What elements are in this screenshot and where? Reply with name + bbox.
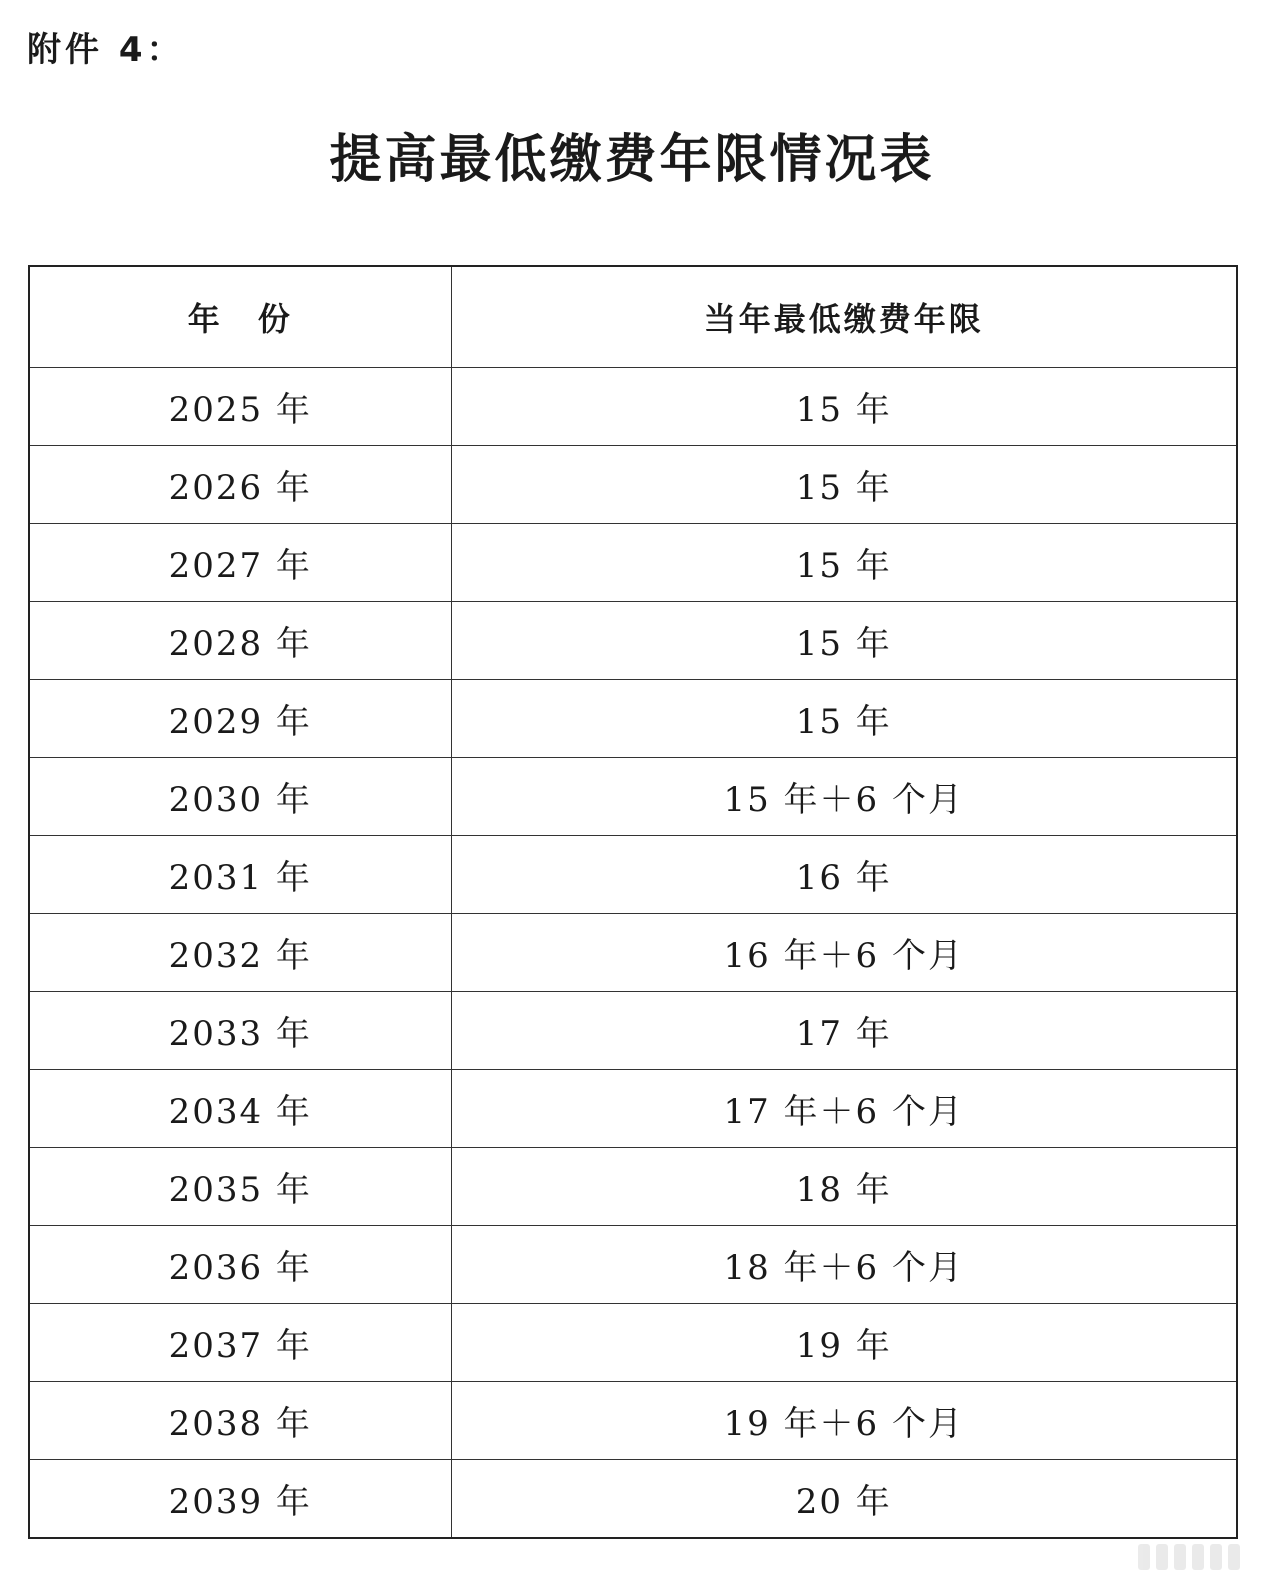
cell-min-years: 15 年	[451, 602, 1237, 680]
table-row	[29, 524, 1237, 602]
cell-min-years: 17 年	[451, 992, 1237, 1070]
cell-year: 2025 年	[29, 368, 451, 446]
table-row	[29, 1382, 1237, 1460]
table-row	[29, 1148, 1237, 1226]
cell-year: 2031 年	[29, 836, 451, 914]
cell-min-years: 16 年＋6 个月	[451, 914, 1237, 992]
cell-min-years: 17 年＋6 个月	[451, 1070, 1237, 1148]
cell-min-years: 19 年＋6 个月	[451, 1382, 1237, 1460]
cell-min-years: 15 年	[451, 680, 1237, 758]
header-year: 年 份	[29, 266, 451, 368]
cell-min-years: 15 年	[451, 368, 1237, 446]
cell-year: 2038 年	[29, 1382, 451, 1460]
cell-min-years: 15 年	[451, 446, 1237, 524]
cell-year: 2026 年	[29, 446, 451, 524]
contribution-years-table	[28, 265, 1238, 1539]
cell-year: 2037 年	[29, 1304, 451, 1382]
table-row	[29, 1304, 1237, 1382]
cell-year: 2033 年	[29, 992, 451, 1070]
cell-year: 2029 年	[29, 680, 451, 758]
cell-min-years: 18 年＋6 个月	[451, 1226, 1237, 1304]
cell-year: 2027 年	[29, 524, 451, 602]
cell-min-years: 15 年＋6 个月	[451, 758, 1237, 836]
cell-min-years: 18 年	[451, 1148, 1237, 1226]
table-row	[29, 758, 1237, 836]
cell-year: 2032 年	[29, 914, 451, 992]
table-row	[29, 368, 1237, 446]
cell-year: 2034 年	[29, 1070, 451, 1148]
table-row	[29, 1460, 1237, 1539]
table-row	[29, 1070, 1237, 1148]
table-row	[29, 446, 1237, 524]
cell-min-years: 20 年	[451, 1460, 1237, 1539]
cell-year: 2036 年	[29, 1226, 451, 1304]
header-min-years: 当年最低缴费年限	[451, 266, 1237, 368]
attachment-label: 附件 4：	[27, 30, 185, 70]
cell-min-years: 15 年	[451, 524, 1237, 602]
table-row	[29, 602, 1237, 680]
page-title: 提高最低缴费年限情况表	[329, 129, 935, 190]
cell-year: 2035 年	[29, 1148, 451, 1226]
table-row	[29, 992, 1237, 1070]
cell-min-years: 19 年	[451, 1304, 1237, 1382]
table-row	[29, 680, 1237, 758]
cell-min-years: 16 年	[451, 836, 1237, 914]
cell-year: 2028 年	[29, 602, 451, 680]
table-row	[29, 1226, 1237, 1304]
cell-year: 2039 年	[29, 1460, 451, 1539]
table-row	[29, 836, 1237, 914]
watermark-icon	[1138, 1544, 1240, 1570]
cell-year: 2030 年	[29, 758, 451, 836]
table-row	[29, 914, 1237, 992]
table-header-row	[29, 266, 1237, 368]
